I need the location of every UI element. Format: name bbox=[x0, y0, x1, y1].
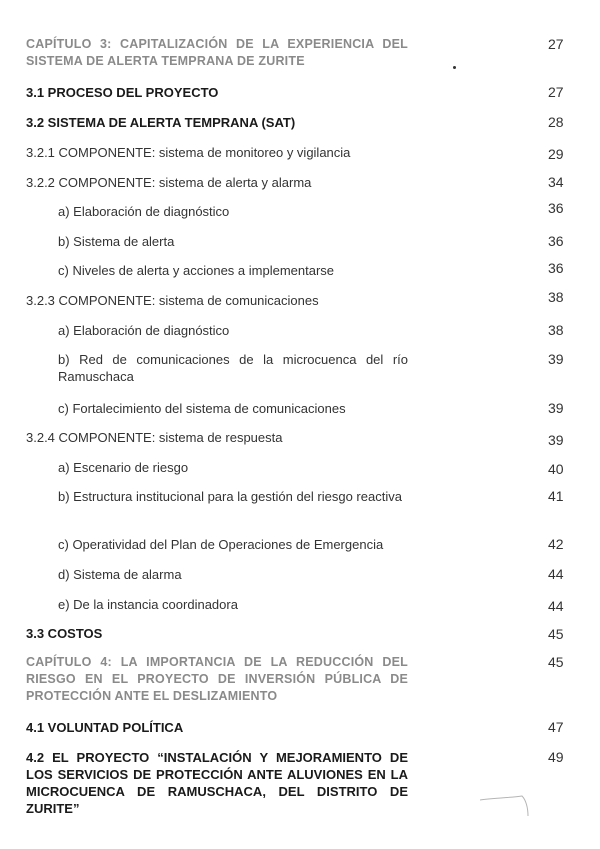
entry-title: 3.2.2 COMPONENTE: sistema de alerta y alarma bbox=[26, 175, 312, 190]
entry-page-number: 38 bbox=[548, 289, 564, 305]
entry-title: b) Red de comunicaciones de la microcuenca del río Ramuschaca bbox=[58, 352, 408, 384]
entry-title: CAPÍTULO 4: LA IMPORTANCIA DE LA REDUCCIÓN DEL RIESGO EN EL PROYECTO DE INVERSIÓN PÚBLICA DE PROTECCIÓN ANTE EL DESLIZAMIENTO bbox=[26, 655, 408, 703]
entry-title: 4.1 VOLUNTAD POLÍTICA bbox=[26, 720, 184, 735]
entry-page-number: 38 bbox=[548, 322, 564, 338]
entry-title: e) De la instancia coordinadora bbox=[58, 597, 238, 612]
entry-title: c) Fortalecimiento del sistema de comunicaciones bbox=[58, 401, 346, 416]
entry-page-number: 36 bbox=[548, 200, 564, 216]
entry-title: CAPÍTULO 3: CAPITALIZACIÓN DE LA EXPERIENCIA DEL SISTEMA DE ALERTA TEMPRANA DE ZURITE bbox=[26, 37, 408, 68]
entry-title: 3.2.1 COMPONENTE: sistema de monitoreo y vigilancia bbox=[26, 145, 351, 160]
entry-title: 3.2.4 COMPONENTE: sistema de respuesta bbox=[26, 430, 283, 445]
entry-page-number: 45 bbox=[548, 626, 564, 642]
entry-page-number: 45 bbox=[548, 654, 564, 670]
entry-page-number: 39 bbox=[548, 351, 564, 367]
entry-page-number: 28 bbox=[548, 114, 564, 130]
entry-page-number: 41 bbox=[548, 488, 564, 504]
entry-page-number: 27 bbox=[548, 36, 564, 52]
pencil-scribble bbox=[478, 790, 538, 820]
entry-title: 3.3 COSTOS bbox=[26, 626, 103, 641]
entry-title: 3.2 SISTEMA DE ALERTA TEMPRANA (SAT) bbox=[26, 115, 296, 130]
entry-title: 3.2.3 COMPONENTE: sistema de comunicaciones bbox=[26, 293, 319, 308]
entry-page-number: 29 bbox=[548, 146, 564, 162]
entry-page-number: 40 bbox=[548, 461, 564, 477]
entry-title: b) Estructura institucional para la gestión del riesgo reactiva bbox=[58, 489, 402, 504]
entry-title: b) Sistema de alerta bbox=[58, 234, 175, 249]
entry-page-number: 27 bbox=[548, 84, 564, 100]
entry-page-number: 47 bbox=[548, 719, 564, 735]
entry-title: c) Niveles de alerta y acciones a implementarse bbox=[58, 263, 335, 278]
entry-page-number: 44 bbox=[548, 598, 564, 614]
entry-page-number: 44 bbox=[548, 566, 564, 582]
entry-title: a) Elaboración de diagnóstico bbox=[58, 204, 230, 219]
entry-page-number: 34 bbox=[548, 174, 564, 190]
entry-page-number: 42 bbox=[548, 536, 564, 552]
entry-page-number: 36 bbox=[548, 260, 564, 276]
entry-title: c) Operatividad del Plan de Operaciones de Emergencia bbox=[58, 537, 384, 552]
entry-title: 3.1 PROCESO DEL PROYECTO bbox=[26, 85, 219, 100]
entry-title: a) Escenario de riesgo bbox=[58, 460, 189, 475]
entry-page-number: 49 bbox=[548, 749, 564, 765]
entry-page-number: 39 bbox=[548, 400, 564, 416]
entry-title: a) Elaboración de diagnóstico bbox=[58, 323, 230, 338]
scan-speck bbox=[453, 66, 456, 69]
entry-page-number: 39 bbox=[548, 432, 564, 448]
entry-title: 4.2 EL PROYECTO “INSTALACIÓN Y MEJORAMIENTO DE LOS SERVICIOS DE PROTECCIÓN ANTE ALUVIONES EN LA MICROCUENCA DE RAMUSCHACA, DEL DISTRITO DE ZURITE” bbox=[26, 750, 408, 816]
entry-title: d) Sistema de alarma bbox=[58, 567, 182, 582]
entry-page-number: 36 bbox=[548, 233, 564, 249]
